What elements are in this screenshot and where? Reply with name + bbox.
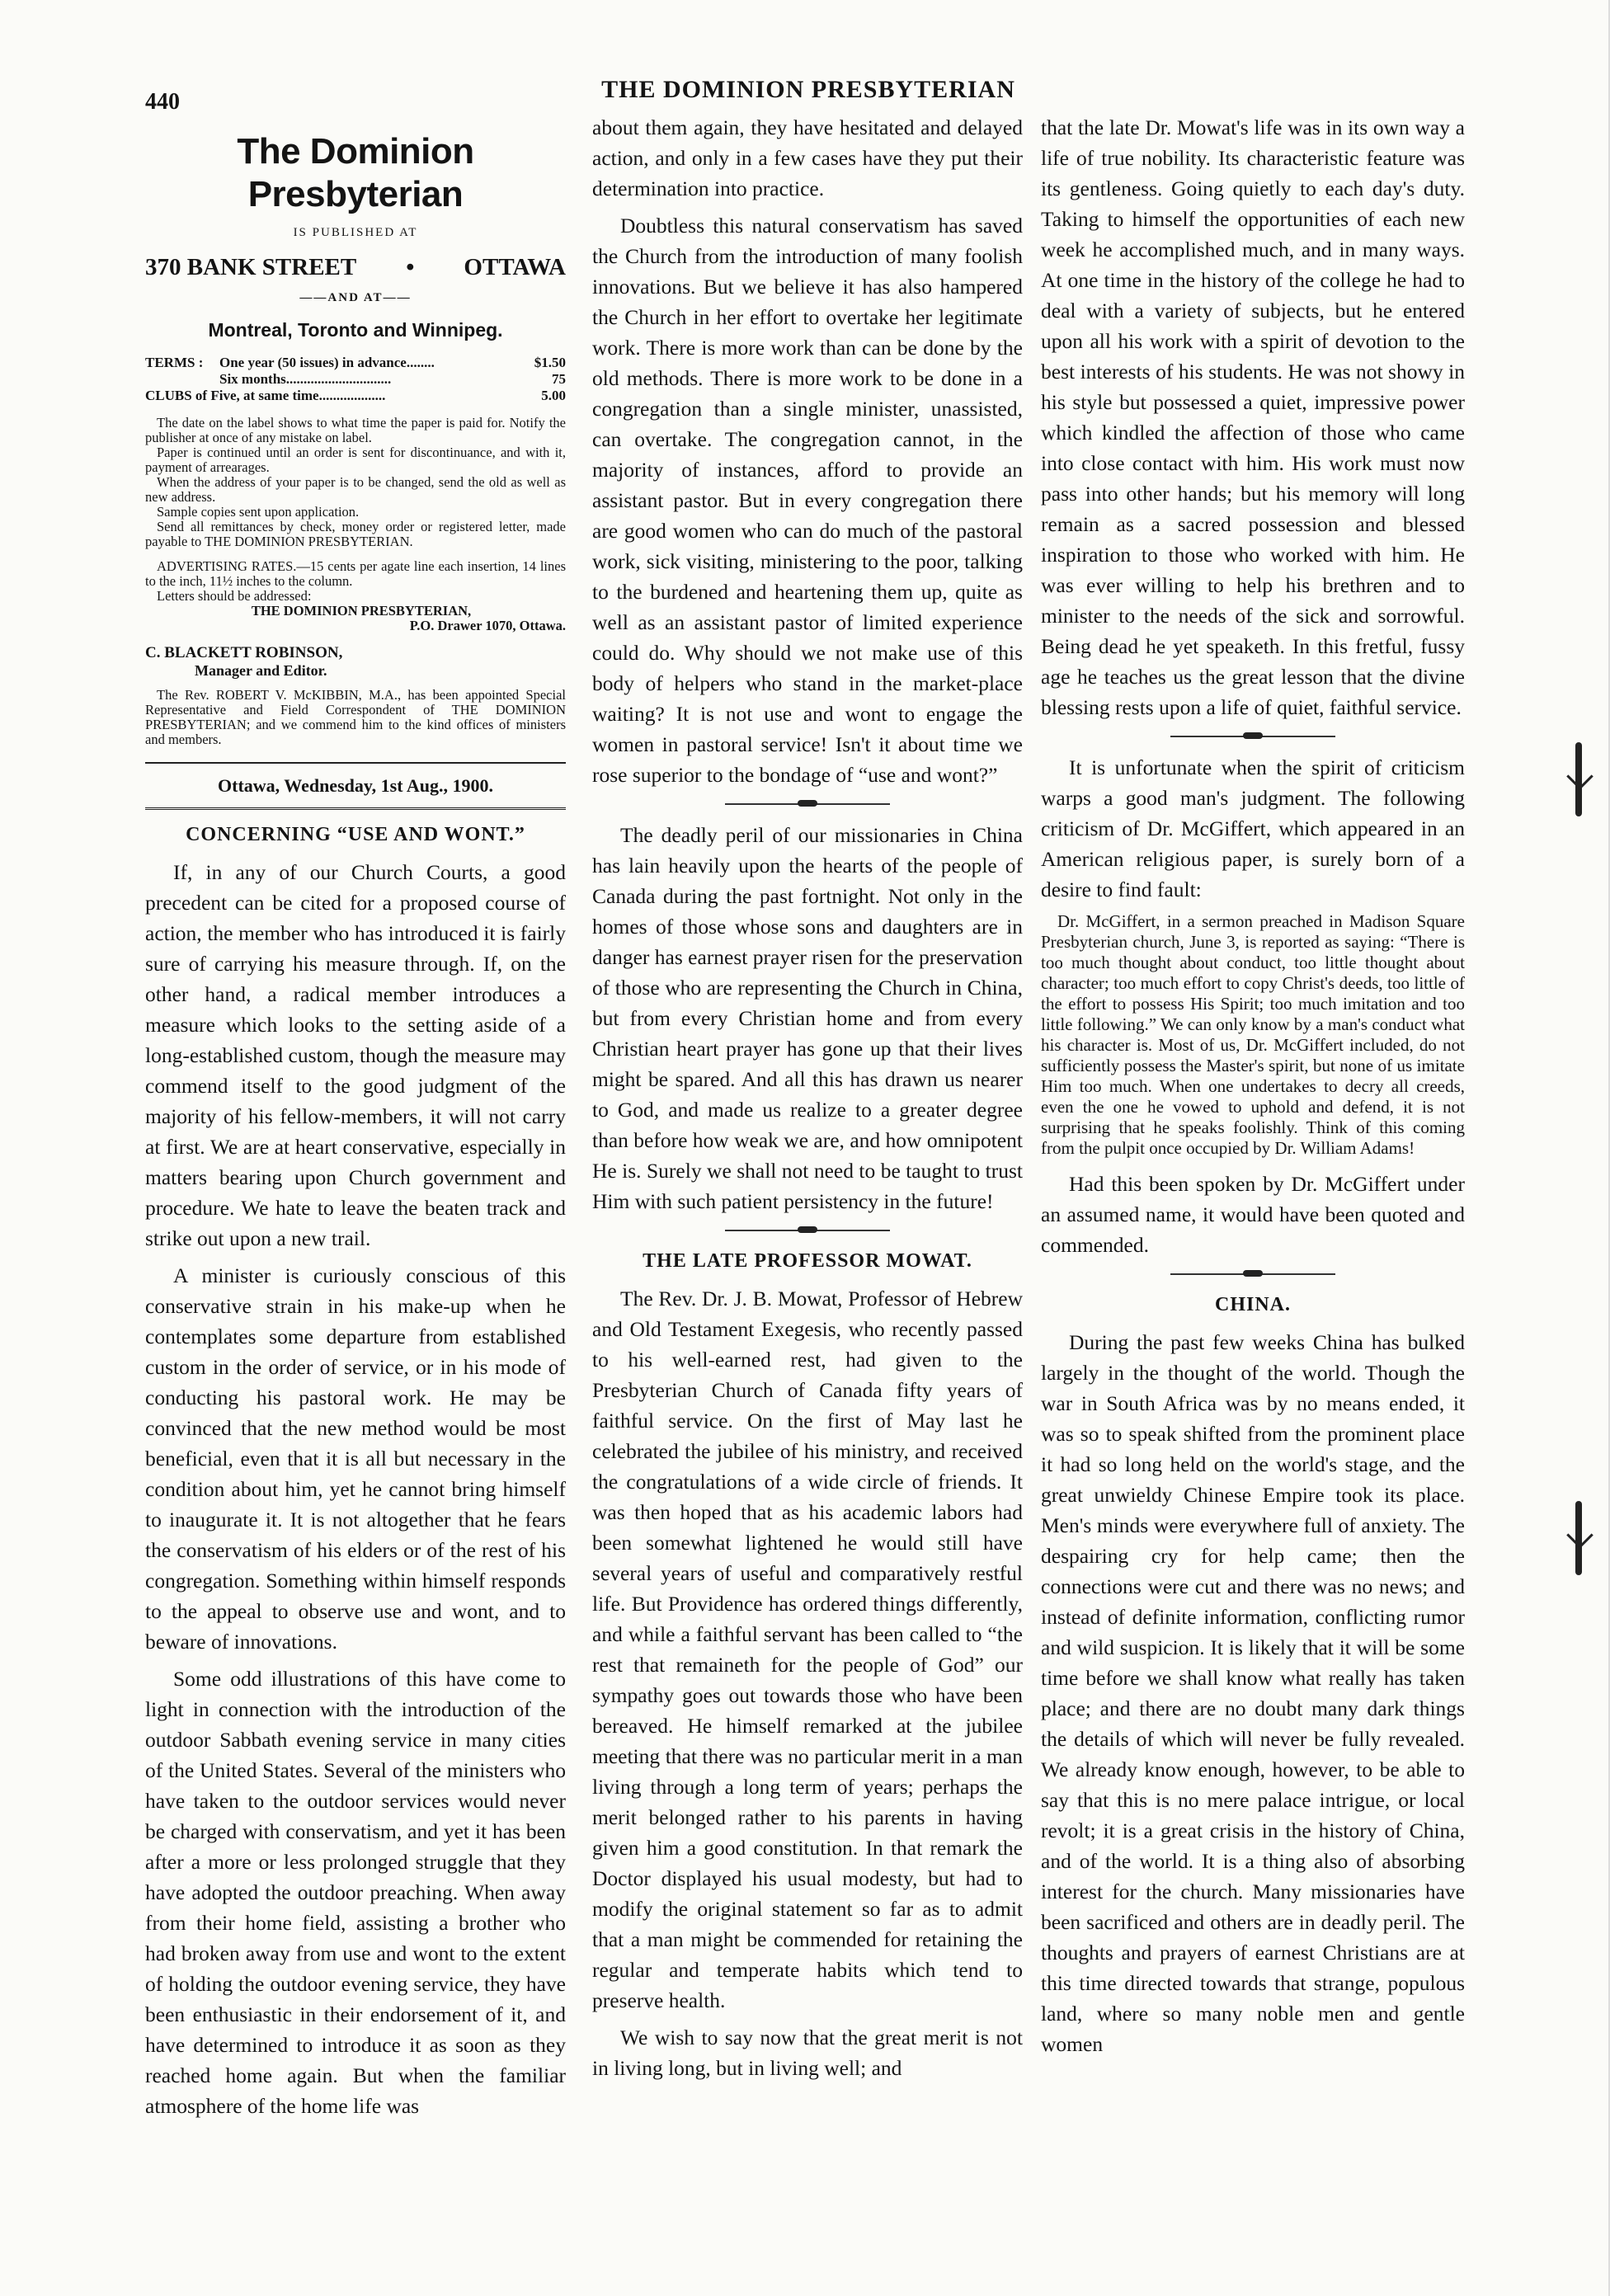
article-paragraph: The Rev. Dr. J. B. Mowat, Professor of Hebrew and Old Testament Exegesis, who recently passed to his well-earned rest, had given to the Presbyterian Church of Canada fifty years of faithful service. On the first of May last he celebrated the jubilee of his ministry, and received the congratulations of a wide circle of friends. It was then hoped that as his academic labors had been somewhat lightened he would still have several years of useful and comparatively restful life. But Providence has ordered things differently, and while a faithful servant has been called to “the rest that remaineth for the people of God” our sympathy goes out towards those who have been bereaved. He himself remarked at the jubilee meeting that there was no particular merit in a man living through a long term of years; perhaps the merit belonged rather to his parents in having given him a good constitution. In that remark the Doctor displayed his usual modesty, but had to modify the original statement so far as to admit that a man might be commended for retaining the regular and temperate habits which tend to preserve health. — [592, 1287, 1023, 2012]
masthead-bullet: • — [406, 254, 415, 280]
terms-label: TERMS : — [145, 355, 204, 370]
editor-role: Manager and Editor. — [195, 662, 327, 679]
subscription-notices — [145, 416, 566, 549]
representative-note: The Rev. ROBERT V. McKIBBIN, M.A., has been appointed Special Representative and Field Correspondent of THE DOMINION PRESBYTERIAN; and we commend him to the kind offices of ministers and members. — [145, 687, 566, 747]
article-heading: CHINA. — [1214, 1294, 1291, 1315]
running-head: THE DOMINION PRESBYTERIAN — [601, 76, 1015, 103]
terms-price: 75 — [552, 371, 566, 387]
advertising-block — [145, 559, 566, 633]
address-box: P.O. Drawer 1070, Ottawa. — [409, 618, 566, 633]
quoted-passage — [1041, 911, 1465, 1159]
terms-price: $1.50 — [534, 355, 566, 370]
article-paragraph: It is unfortunate when the spirit of criticism warps a good man's judgment. The following criticism of Dr. McGiffert, which appeared in an American religious paper, is surely born of a desire to find fault: — [1041, 755, 1465, 901]
notice: When the address of your paper is to be changed, send the old as well as new address. — [145, 474, 566, 505]
column-3 — [1041, 112, 1465, 2066]
address-name: THE DOMINION PRESBYTERIAN, — [251, 603, 472, 619]
editor-name: C. BLACKETT ROBINSON, — [145, 644, 343, 661]
representative-note-block — [145, 688, 566, 747]
article-paragraph: We wish to say now that the great merit is not in living long, but in living well; and — [592, 2025, 1023, 2080]
article-paragraph: The deadly peril of our missionaries in China has lain heavily upon the hearts of the people of Canada during the past fortnight. Not only in the homes of those whose sons and daughters are in danger has earnest prayer risen for the preservation of those who are representing the Church in China, but from every Christian home and from every Christian heart prayer has gone up that their lives might be spared. And all this has drawn us nearer to God, and made us realize to a greater degree than before how weak we are, and how omnipotent He is. Surely we shall not need to be taught to trust Him with such patient persistency in the future! — [592, 823, 1023, 1213]
notice: Sample copies sent upon application. — [157, 504, 360, 520]
terms-desc: CLUBS of Five, at same time................... — [145, 388, 386, 403]
column-1 — [145, 124, 566, 2128]
article-paragraph: that the late Dr. Mowat's life was in its own way a life of true nobility. Its characteristic feature was its gentleness. Going quietly to each day's duty. Taking to himself the opportunities of each new week he accomplished much, and in many ways. At one time in the history of the college he had to deal with a variety of subjects, but he entered upon all his work with a spirit of devotion to the best interests of his students. He was not showy in his style but possessed a quiet, impressive power which kindled the affection of those who came into close contact with him. His work must now pass into other hands; but his memory will long remain as a sacred possession and blessed inspiration to those who worked with him. He was ever willing to help his brethren and to minister to the needs of the sick and sorrowful. Being dead he yet speaketh. In this fretful, fussy age he teaches us the great lesson that the divine blessing rests upon a life of quiet, faithful service. — [1041, 115, 1465, 719]
notice: Send all remittances by check, money order or registered letter, made payable to THE DOMINION PRESBYTERIAN. — [145, 519, 566, 549]
masthead-city: OTTAWA — [464, 254, 566, 280]
notice: The date on the label shows to what time the paper is paid for. Notify the publisher at once of any mistake on label. — [145, 415, 566, 445]
masthead-published-at: IS PUBLISHED AT — [293, 226, 418, 239]
margin-clip-mark — [1575, 742, 1582, 816]
column-2 — [592, 112, 1023, 2090]
section-divider — [725, 803, 890, 805]
article-paragraph: If, in any of our Church Courts, a good precedent can be cited for a proposed course of action, the member who has introduced it is fairly sure of carrying his measure through. If, on the other hand, a radical member introduces a measure which looks to the setting aside of a long-established custom, though the measure may commend itself to the good judgment of the majority of his fellow-members, it will not carry at first. We are at heart conservative, especially in matters bearing upon Church government and procedure. We hate to leave the beaten track and strike out upon a new trail. — [145, 860, 566, 1250]
terms-row — [145, 388, 566, 404]
page-number: 440 — [145, 89, 180, 115]
section-divider — [1170, 1273, 1335, 1275]
letters-line: Letters should be addressed: — [157, 588, 312, 604]
notice: Paper is continued until an order is sent for discontinuance, and with it, payment of arrearages. — [145, 445, 566, 475]
masthead-cities: Montreal, Toronto and Winnipeg. — [208, 319, 503, 341]
masthead-title: The Dominion Presbyterian — [237, 131, 474, 214]
quote-text: Dr. McGiffert, in a sermon preached in Madison Square Presbyterian church, June 3, is reported as saying: “There is too much thought about conduct, too little thought about character; too much effort to copy Christ's deeds, too little of the effort to possess His Spirit; too much imitation and too little following.” We can only know by a man's conduct what his character is. Most of us, Dr. McGiffert included, do not sufficiently possess the Master's spirit, but none of us imitate Him too much. When one undertakes to decry all creeds, even the one he vowed to uphold and defend, it is not surprising that he speaks foolishly. Think of this coming from the pulpit once occupied by Dr. William Adams! — [1041, 911, 1465, 1158]
advertising-rates: ADVERTISING RATES.—15 cents per agate line each insertion, 14 lines to the inch, 11½ inches to the column. — [145, 558, 566, 589]
article-heading: THE LATE PROFESSOR MOWAT. — [643, 1250, 972, 1272]
masthead-and-at: ——AND AT—— — [299, 291, 412, 304]
terms-price: 5.00 — [541, 388, 566, 403]
article-paragraph: about them again, they have hesitated and delayed action, and only in a few cases have they put their determination into practice. — [592, 115, 1023, 200]
masthead-address — [145, 252, 566, 283]
terms-row — [145, 355, 566, 371]
terms-desc: Six months.............................. — [219, 371, 392, 387]
article-paragraph: Some odd illustrations of this have come to light in connection with the introduction of the outdoor Sabbath evening service in many cities of the United States. Several of the ministers who have taken to the outdoor services would never be charged with conservatism, and yet it has been after a more or less prolonged struggle that they have adopted the outdoor preaching. When away from their home field, assisting a brother who had broken away from use and wont to the extent of holding the outdoor evening service, they have been enthusiastic in their endorsement of it, and have determined to introduce it as soon as they reached home again. But when the familiar atmosphere of the home life was — [145, 1667, 566, 2118]
section-divider — [725, 1230, 890, 1231]
terms-desc: One year (50 issues) in advance........ — [219, 355, 435, 370]
article-paragraph: Had this been spoken by Dr. McGiffert under an assumed name, it would have been quoted and commended. — [1041, 1172, 1465, 1257]
article-heading: CONCERNING “USE AND WONT.” — [186, 824, 525, 845]
article-paragraph: A minister is curiously conscious of this conservative strain in his make-up when he contemplates some departure from established custom in the order of service, or in his mode of conducting his pastoral work. He may be convinced that the new method would be most beneficial, even that it is all but necessary in the condition about him, yet he cannot bring himself to inaugurate it. It is not altogether that he fears the conservatism of his elders or of the rest of his congregation. Something within himself responds to the appeal to observe use and wont, and to beware of innovations. — [145, 1263, 566, 1654]
article-paragraph: Doubtless this natural conservatism has saved the Church from the introduction of many foolish innovations. But we believe it has also hampered the Church in her effort to overtake her legitimate work. There is more work than can be done by the old methods. There is more work to be done in a congregation than a single minister, unassisted, can overtake. The congregation cannot, in the majority of instances, afford to provide an assistant pastor. But in every congregation there are good women who can do much of the pastoral work, sick visiting, ministering to the poor, talking to the burdened and heartening them up, quite as well as an assistant pastor of limited experience could do. Why should we not make use of this body of helpers who stand in the market-place waiting? It is not use and wont to engage the women in pastoral service! Isn't it about time we rose superior to the bondage of “use and wont?” — [592, 214, 1023, 787]
terms-row — [145, 371, 566, 388]
masthead-street: 370 BANK STREET — [145, 254, 357, 280]
article-paragraph: During the past few weeks China has bulked largely in the thought of the world. Though the war in South Africa was by no means ended, it was so to speak shifted from the prominent place it had so long held on the world's stage, and the great unwieldy Chinese Empire took its place. Men's minds were everywhere full of anxiety. The despairing cry for help came; then the connections were cut and there was no news; and instead of definite information, conflicting rumor and wild suspicion. It is likely that it will be some time before we shall know what really has taken place; and there are no doubt many dark things the details of which will never be fully revealed. We already know enough, however, to be able to say that this is no mere palace intrigue, or local revolt; it is a great crisis in the history of China, and of the world. It is a thing also of absorbing interest for the church. Many missionaries have been sacrificed and others are in deadly peril. The thoughts and prayers of earnest Christians are at this time directed towards that strange, populous land, where so many noble men and gentle women — [1041, 1330, 1465, 2056]
editor-block — [145, 643, 566, 678]
margin-clip-mark — [1575, 1501, 1582, 1575]
dateline: Ottawa, Wednesday, 1st Aug., 1900. — [145, 762, 566, 810]
section-divider — [1170, 736, 1335, 737]
terms-table — [145, 355, 566, 404]
